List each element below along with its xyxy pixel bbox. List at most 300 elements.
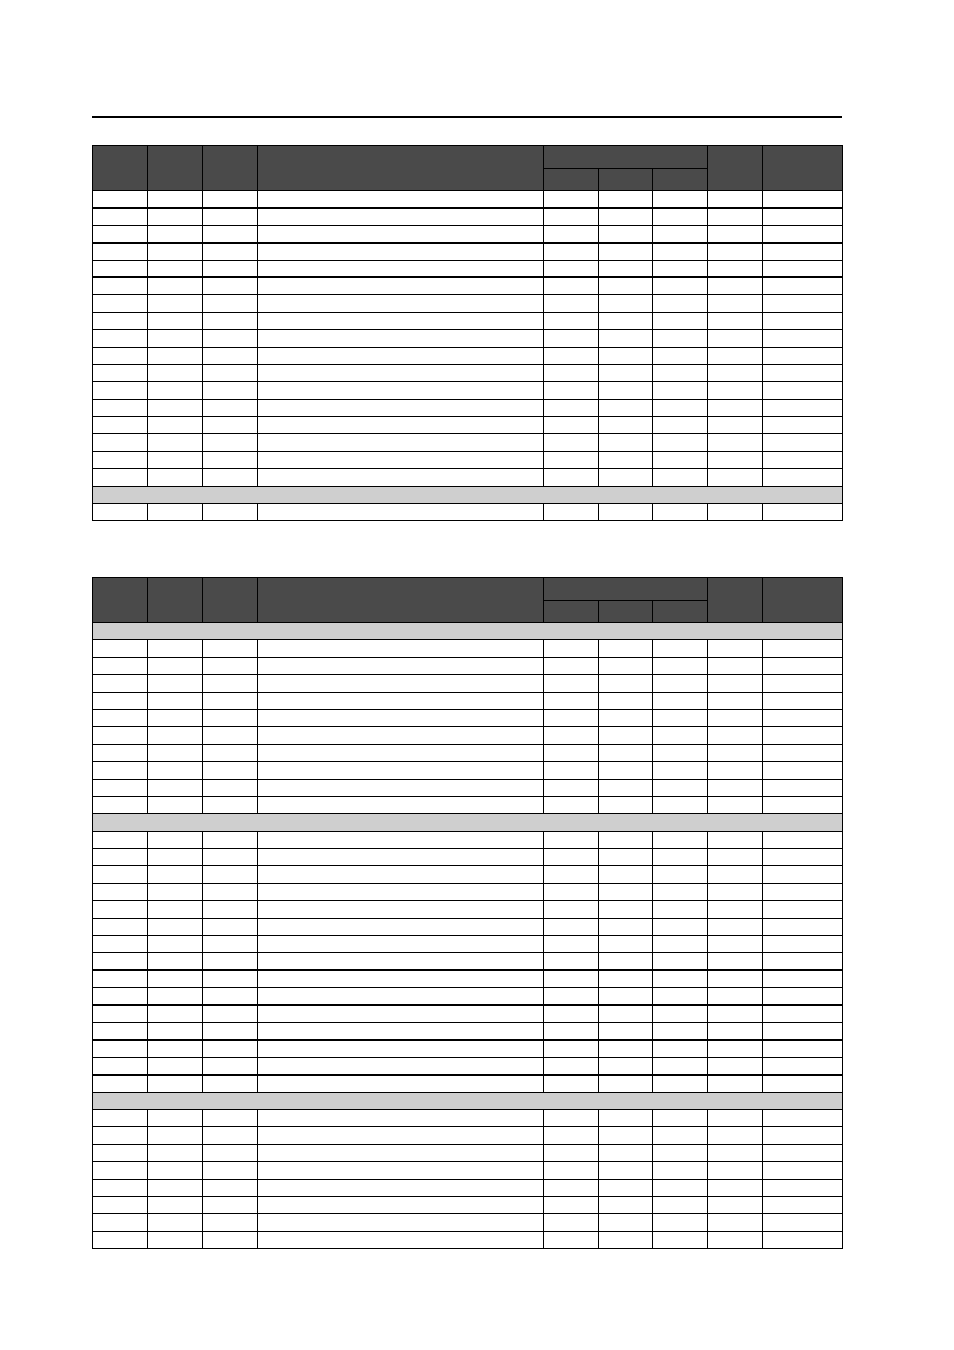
table-cell: [544, 675, 599, 692]
table-cell: [653, 191, 708, 208]
table-cell: [148, 191, 203, 208]
table-row: [93, 779, 843, 796]
table-cell: [599, 1109, 653, 1126]
section-row: [93, 814, 843, 831]
table-cell: [148, 1231, 203, 1248]
table-cell: [599, 1231, 653, 1248]
table-cell: [653, 382, 708, 399]
table-cell: [258, 364, 544, 381]
table-cell: [203, 191, 258, 208]
table-cell: [599, 692, 653, 709]
table-cell: [258, 675, 544, 692]
table-cell: [708, 417, 763, 434]
table-cell: [708, 469, 763, 486]
table-cell: [148, 1214, 203, 1231]
table-cell: [148, 762, 203, 779]
table-cell: [653, 709, 708, 726]
table-cell: [203, 779, 258, 796]
table-cell: [653, 1057, 708, 1074]
table-cell: [544, 1144, 599, 1161]
table-cell: [203, 657, 258, 674]
table-cell: [653, 744, 708, 761]
table-cell: [258, 936, 544, 953]
table-cell: [93, 208, 148, 225]
table-cell: [763, 330, 843, 347]
table-cell: [203, 364, 258, 381]
table-cell: [544, 1075, 599, 1092]
table-cell: [599, 953, 653, 970]
table-cell: [763, 831, 843, 848]
table-cell: [93, 504, 148, 521]
table-cell: [258, 382, 544, 399]
table-cell: [763, 364, 843, 381]
table-cell: [763, 1162, 843, 1179]
table-cell: [763, 451, 843, 468]
table-cell: [203, 295, 258, 312]
table-cell: [708, 312, 763, 329]
table-cell: [258, 417, 544, 434]
table-cell: [258, 1127, 544, 1144]
table-cell: [653, 727, 708, 744]
table-cell: [599, 364, 653, 381]
table-row: [93, 504, 843, 521]
table-cell: [708, 330, 763, 347]
table-row: [93, 417, 843, 434]
table-cell: [544, 1109, 599, 1126]
table-cell: [203, 417, 258, 434]
column-header: [763, 146, 843, 191]
table-cell: [763, 744, 843, 761]
table-cell: [93, 382, 148, 399]
table-row: [93, 988, 843, 1005]
table-row: [93, 675, 843, 692]
table-cell: [653, 225, 708, 242]
table-cell: [203, 1144, 258, 1161]
table-cell: [544, 399, 599, 416]
table-cell: [93, 918, 148, 935]
table-cell: [653, 657, 708, 674]
table-cell: [708, 953, 763, 970]
table-cell: [544, 504, 599, 521]
table-cell: [148, 504, 203, 521]
table-cell: [93, 243, 148, 260]
table-cell: [93, 1109, 148, 1126]
table-cell: [544, 364, 599, 381]
table-cell: [599, 831, 653, 848]
column-header: [93, 578, 148, 623]
table-cell: [148, 225, 203, 242]
table-cell: [93, 347, 148, 364]
table-cell: [148, 312, 203, 329]
table-cell: [203, 399, 258, 416]
table-cell: [203, 1162, 258, 1179]
table-cell: [93, 988, 148, 1005]
table-cell: [544, 1005, 599, 1022]
table-cell: [203, 831, 258, 848]
table-row: [93, 866, 843, 883]
column-header: [203, 146, 258, 191]
table-cell: [653, 451, 708, 468]
table-cell: [599, 451, 653, 468]
table-cell: [203, 382, 258, 399]
table-cell: [203, 504, 258, 521]
table-cell: [599, 243, 653, 260]
table-cell: [544, 657, 599, 674]
table-cell: [544, 640, 599, 657]
table-cell: [93, 1075, 148, 1092]
table-cell: [544, 295, 599, 312]
column-header: [763, 578, 843, 623]
column-header: [203, 578, 258, 623]
table-cell: [258, 1196, 544, 1213]
table-cell: [763, 675, 843, 692]
table-cell: [148, 1179, 203, 1196]
table-cell: [148, 295, 203, 312]
table-cell: [653, 347, 708, 364]
table-cell: [148, 657, 203, 674]
table-cell: [544, 225, 599, 242]
section-label: [93, 814, 843, 831]
table-cell: [93, 901, 148, 918]
table-cell: [763, 399, 843, 416]
table-cell: [708, 675, 763, 692]
table-cell: [653, 504, 708, 521]
table-cell: [148, 260, 203, 277]
table-cell: [763, 260, 843, 277]
table-row: [93, 243, 843, 260]
table-cell: [708, 347, 763, 364]
table-row: [93, 1022, 843, 1039]
table-cell: [93, 883, 148, 900]
table-cell: [148, 779, 203, 796]
table-cell: [258, 469, 544, 486]
table-cell: [708, 831, 763, 848]
table-cell: [708, 1214, 763, 1231]
table-row: [93, 918, 843, 935]
table-cell: [93, 675, 148, 692]
table-cell: [653, 1040, 708, 1057]
column-header: [708, 578, 763, 623]
table-cell: [258, 692, 544, 709]
table-cell: [599, 675, 653, 692]
table-cell: [544, 1231, 599, 1248]
table-cell: [763, 866, 843, 883]
table-row: [93, 260, 843, 277]
table-cell: [599, 640, 653, 657]
table-cell: [763, 1196, 843, 1213]
table-cell: [599, 936, 653, 953]
table-cell: [203, 1040, 258, 1057]
table-cell: [93, 1005, 148, 1022]
table-cell: [653, 936, 708, 953]
table-cell: [763, 918, 843, 935]
table-cell: [544, 936, 599, 953]
table-cell: [258, 399, 544, 416]
table-cell: [258, 849, 544, 866]
table-cell: [258, 295, 544, 312]
table-cell: [93, 225, 148, 242]
table-cell: [544, 918, 599, 935]
table-cell: [599, 727, 653, 744]
table-cell: [148, 469, 203, 486]
table-cell: [653, 692, 708, 709]
table-row: [93, 382, 843, 399]
table-cell: [708, 901, 763, 918]
table-cell: [708, 918, 763, 935]
table-cell: [93, 796, 148, 813]
table-cell: [148, 866, 203, 883]
table-cell: [258, 330, 544, 347]
table-cell: [599, 744, 653, 761]
table-cell: [93, 692, 148, 709]
table-cell: [93, 469, 148, 486]
table-cell: [708, 504, 763, 521]
table-cell: [203, 330, 258, 347]
table-cell: [544, 1179, 599, 1196]
table-cell: [258, 953, 544, 970]
table-cell: [544, 451, 599, 468]
table-cell: [653, 312, 708, 329]
table-cell: [544, 330, 599, 347]
table-row: [93, 312, 843, 329]
table-cell: [653, 1196, 708, 1213]
table-cell: [763, 312, 843, 329]
table-cell: [203, 1109, 258, 1126]
table-cell: [599, 1075, 653, 1092]
table-cell: [708, 762, 763, 779]
table-cell: [599, 1179, 653, 1196]
table-cell: [93, 1144, 148, 1161]
column-header: [148, 146, 203, 191]
table-cell: [599, 849, 653, 866]
table-cell: [763, 1005, 843, 1022]
table-cell: [653, 1214, 708, 1231]
sub-column-header: [653, 601, 708, 623]
table-cell: [148, 849, 203, 866]
table-cell: [544, 1040, 599, 1057]
table-cell: [203, 970, 258, 987]
table-cell: [203, 675, 258, 692]
table-cell: [708, 243, 763, 260]
header-rule: [92, 116, 842, 118]
table-cell: [203, 1022, 258, 1039]
table-cell: [93, 1179, 148, 1196]
table-cell: [599, 657, 653, 674]
table-cell: [258, 312, 544, 329]
table-cell: [763, 657, 843, 674]
table-cell: [148, 208, 203, 225]
table-cell: [258, 1005, 544, 1022]
table-cell: [203, 1005, 258, 1022]
table-cell: [599, 1214, 653, 1231]
table-cell: [653, 918, 708, 935]
table-cell: [93, 191, 148, 208]
table-cell: [599, 469, 653, 486]
table-cell: [93, 1196, 148, 1213]
table-cell: [203, 243, 258, 260]
table-cell: [599, 1162, 653, 1179]
table-cell: [203, 709, 258, 726]
table-cell: [599, 399, 653, 416]
table-cell: [544, 692, 599, 709]
table-cell: [258, 796, 544, 813]
table-cell: [653, 243, 708, 260]
table-cell: [653, 1005, 708, 1022]
table-cell: [544, 191, 599, 208]
table-cell: [653, 1231, 708, 1248]
table-row: [93, 1075, 843, 1092]
table-cell: [653, 364, 708, 381]
table-cell: [599, 883, 653, 900]
table-cell: [708, 1022, 763, 1039]
table-cell: [203, 866, 258, 883]
table-cell: [93, 260, 148, 277]
table-cell: [763, 417, 843, 434]
table-cell: [544, 709, 599, 726]
table-cell: [148, 883, 203, 900]
table-cell: [93, 1040, 148, 1057]
table-row: [93, 347, 843, 364]
table-cell: [599, 1022, 653, 1039]
table-cell: [653, 399, 708, 416]
table-row: [93, 849, 843, 866]
table-cell: [544, 849, 599, 866]
table-cell: [599, 260, 653, 277]
table-cell: [653, 831, 708, 848]
table-cell: [708, 1162, 763, 1179]
table-cell: [148, 1005, 203, 1022]
table-cell: [763, 1231, 843, 1248]
table-row: [93, 744, 843, 761]
table-cell: [763, 191, 843, 208]
table-cell: [708, 779, 763, 796]
table-row: [93, 1162, 843, 1179]
table-cell: [93, 866, 148, 883]
table-cell: [599, 225, 653, 242]
table-row: [93, 295, 843, 312]
table-cell: [708, 709, 763, 726]
table-cell: [148, 1127, 203, 1144]
table-cell: [258, 866, 544, 883]
table-cell: [763, 1179, 843, 1196]
table-cell: [599, 434, 653, 451]
table-cell: [148, 451, 203, 468]
table-cell: [653, 1179, 708, 1196]
table-cell: [258, 1022, 544, 1039]
table-cell: [653, 1144, 708, 1161]
table-cell: [258, 434, 544, 451]
table-cell: [203, 727, 258, 744]
table-cell: [258, 918, 544, 935]
table-cell: [203, 640, 258, 657]
sub-column-header: [544, 601, 599, 623]
table-cell: [653, 762, 708, 779]
table-cell: [708, 451, 763, 468]
table-cell: [258, 277, 544, 294]
table-cell: [763, 277, 843, 294]
table-cell: [203, 762, 258, 779]
table-cell: [763, 225, 843, 242]
table-row: [93, 399, 843, 416]
table-cell: [148, 364, 203, 381]
table-row: [93, 1196, 843, 1213]
table-cell: [148, 796, 203, 813]
table-cell: [203, 1179, 258, 1196]
table-cell: [544, 1022, 599, 1039]
table-cell: [599, 504, 653, 521]
table-row: [93, 692, 843, 709]
table-cell: [203, 1231, 258, 1248]
table-row: [93, 831, 843, 848]
table-cell: [93, 1162, 148, 1179]
table-cell: [708, 382, 763, 399]
table-cell: [258, 1075, 544, 1092]
table-cell: [763, 709, 843, 726]
table-row: [93, 451, 843, 468]
table-row: [93, 970, 843, 987]
table-cell: [653, 1075, 708, 1092]
table-cell: [653, 953, 708, 970]
table-cell: [708, 883, 763, 900]
table-row: [93, 1231, 843, 1248]
table-row: [93, 1057, 843, 1074]
table-cell: [93, 727, 148, 744]
table-cell: [653, 1127, 708, 1144]
table-cell: [148, 1057, 203, 1074]
table-cell: [653, 469, 708, 486]
table-cell: [203, 260, 258, 277]
table-cell: [258, 1057, 544, 1074]
table-row: [93, 225, 843, 242]
table-cell: [763, 1214, 843, 1231]
table-cell: [203, 988, 258, 1005]
table-cell: [544, 260, 599, 277]
table-cell: [599, 762, 653, 779]
table-cell: [148, 727, 203, 744]
table-cell: [93, 953, 148, 970]
table-cell: [763, 1144, 843, 1161]
table-cell: [93, 762, 148, 779]
section-row: [93, 1092, 843, 1109]
table-body: [93, 191, 843, 521]
table-cell: [258, 451, 544, 468]
table-cell: [653, 330, 708, 347]
table-cell: [653, 901, 708, 918]
table-row: [93, 727, 843, 744]
table-cell: [708, 692, 763, 709]
table-cell: [258, 191, 544, 208]
table-cell: [203, 312, 258, 329]
table-cell: [708, 260, 763, 277]
section-row: [93, 486, 843, 503]
table-cell: [763, 1075, 843, 1092]
table-cell: [93, 849, 148, 866]
sub-column-header: [544, 169, 599, 191]
section-row: [93, 623, 843, 640]
table-row: [93, 883, 843, 900]
table-cell: [148, 901, 203, 918]
register-table-1: [92, 145, 843, 521]
table-cell: [203, 277, 258, 294]
table-cell: [599, 988, 653, 1005]
table-cell: [708, 399, 763, 416]
table-cell: [544, 1057, 599, 1074]
table-cell: [599, 295, 653, 312]
column-header: [148, 578, 203, 623]
table-cell: [203, 469, 258, 486]
table-cell: [93, 417, 148, 434]
table-cell: [258, 831, 544, 848]
